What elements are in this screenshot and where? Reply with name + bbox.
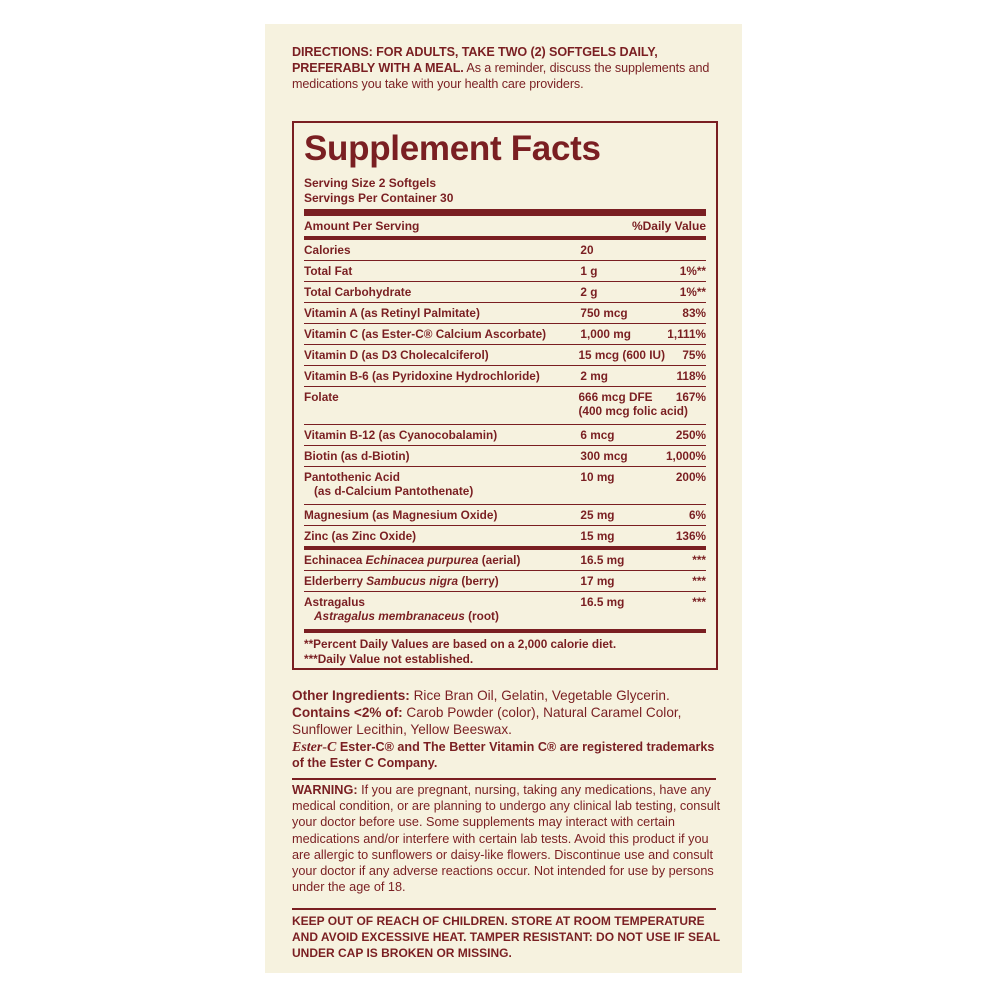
nutrient-amount-text: 10 mg xyxy=(580,470,615,484)
servings-per-container: Servings Per Container 30 xyxy=(304,190,454,205)
nutrient-name xyxy=(304,449,580,463)
nutrient-amount xyxy=(580,428,648,442)
nutrient-table xyxy=(304,240,706,546)
thick-divider xyxy=(304,209,706,216)
trademark-text: Ester-C® and The Better Vitamin C® are registered trademarks of the Ester C Company. xyxy=(292,740,715,770)
nutrient-amount-text: 2 g xyxy=(580,285,598,299)
nutrient-name-text: Vitamin B-6 (as Pyridoxine Hydrochloride) xyxy=(304,369,540,383)
nutrient-amount xyxy=(580,449,648,463)
footnote-dv: **Percent Daily Values are based on a 2,000 calorie diet. xyxy=(304,637,617,651)
nutrient-row xyxy=(304,323,706,344)
nutrient-row xyxy=(304,525,706,546)
herb-latin-name: Astragalus membranaceus xyxy=(314,609,465,623)
nutrient-name-text: Biotin (as d-Biotin) xyxy=(304,449,410,463)
warning-label: WARNING: xyxy=(292,783,358,797)
nutrient-amount xyxy=(580,508,648,522)
nutrient-row xyxy=(304,504,706,525)
nutrient-amount xyxy=(580,470,648,501)
nutrient-name xyxy=(304,348,578,362)
nutrient-amount-text: 15 mg xyxy=(580,529,615,543)
herb-name xyxy=(304,574,580,588)
nutrient-row xyxy=(304,240,706,260)
warning-body: If you are pregnant, nursing, taking any medications, have any medical condition, or are planning to undergo any clinical lab testing, consult your doctor before use. Some supplements may interact with certain medications and/or interfere with certain lab tests. Avoid this product if you are allergic to sunflowers or daisy-like flowers. Discontinue use and consult your doctor if any adverse reactions occur. Not intended for use by persons under the age of 18. xyxy=(292,783,721,895)
herb-name xyxy=(304,595,580,626)
directions-heading: DIRECTIONS: FOR ADULTS, TAKE TWO (2) SOFTGELS DAILY, PREFERABLY WITH A MEAL. xyxy=(292,45,658,76)
dv-header: %Daily Value xyxy=(631,219,706,233)
nutrient-dv: 250% xyxy=(675,428,707,442)
supplement-facts-box xyxy=(292,121,718,670)
nutrient-row xyxy=(304,386,706,424)
herb-common-name: Echinacea xyxy=(304,553,366,567)
nutrient-dv xyxy=(648,243,706,257)
storage-warning: KEEP OUT OF REACH OF CHILDREN. STORE AT ROOM TEMPERATURE AND AVOID EXCESSIVE HEAT. TAMPER RESISTANT: DO NOT USE IF SEAL UNDER CAP IS BROKEN OR MISSING. xyxy=(292,914,720,960)
herb-amount: 16.5 mg xyxy=(580,553,625,567)
facts-title: Supplement Facts xyxy=(304,129,601,168)
herb-amount: 16.5 mg xyxy=(580,595,625,609)
nutrient-name-text: Pantothenic Acid xyxy=(304,470,400,484)
nutrient-name xyxy=(304,306,580,320)
nutrient-name-text: Folate xyxy=(304,390,339,404)
nutrient-dv: 136% xyxy=(675,529,707,543)
nutrient-dv: 75% xyxy=(682,348,706,362)
nutrient-name xyxy=(304,508,580,522)
nutrient-amount-text: 15 mcg (600 IU) xyxy=(578,348,666,362)
nutrient-row xyxy=(304,445,706,466)
ester-c-logo: Ester-C xyxy=(292,740,337,755)
herb-dv: *** xyxy=(692,595,707,609)
herb-dv: *** xyxy=(692,574,707,588)
warning-divider xyxy=(292,778,716,780)
herb-common-name: Astragalus xyxy=(304,595,365,609)
nutrient-amount-detail: (400 mcg folic acid) xyxy=(578,404,688,418)
nutrient-name-text: Calories xyxy=(304,243,351,257)
nutrient-amount-text: 1 g xyxy=(580,264,598,278)
nutrient-dv: 1,111% xyxy=(667,327,707,341)
nutrient-amount xyxy=(580,327,648,341)
nutrient-row xyxy=(304,424,706,445)
nutrient-row xyxy=(304,281,706,302)
herb-name xyxy=(304,553,580,567)
nutrient-amount xyxy=(580,306,648,320)
nutrient-dv: 1,000% xyxy=(666,449,707,463)
herb-common-name: Elderberry xyxy=(304,574,367,588)
nutrient-name xyxy=(304,428,580,442)
nutrient-amount-text: 1,000 mg xyxy=(580,327,631,341)
nutrient-amount xyxy=(578,348,666,362)
nutrient-name xyxy=(304,529,580,543)
nutrient-name xyxy=(304,369,580,383)
nutrient-name-detail: (as d-Calcium Pantothenate) xyxy=(314,484,474,498)
warning-text xyxy=(292,782,722,895)
nutrient-row xyxy=(304,344,706,365)
nutrient-name xyxy=(304,470,580,501)
other-ingredients-label: Other Ingredients: xyxy=(292,688,410,703)
directions-body: As a reminder, discuss the supplements and medications you take with your health care providers. xyxy=(292,61,710,92)
nutrient-name xyxy=(304,285,580,299)
trademark-note xyxy=(292,740,722,771)
contains-label: Contains <2% of: xyxy=(292,705,403,720)
nutrient-name-text: Vitamin A (as Retinyl Palmitate) xyxy=(304,306,480,320)
herb-dv: *** xyxy=(692,553,707,567)
nutrient-name xyxy=(304,390,578,421)
herb-latin-name: Sambucus nigra xyxy=(366,574,459,588)
nutrient-row xyxy=(304,365,706,386)
nutrient-amount-text: 25 mg xyxy=(580,508,615,522)
other-ingredients-text2: Carob Powder (color), Natural Caramel Color, Sunflower Lecithin, Yellow Beeswax. xyxy=(292,705,682,737)
nutrient-amount xyxy=(580,243,648,257)
herb-latin-name: Echinacea purpurea xyxy=(365,553,479,567)
amount-header: Amount Per Serving xyxy=(304,219,420,233)
nutrient-amount-text: 300 mcg xyxy=(580,449,628,463)
nutrient-amount xyxy=(580,264,648,278)
herb-amount: 17 mg xyxy=(580,574,615,588)
nutrient-name-text: Vitamin D (as D3 Cholecalciferol) xyxy=(304,348,489,362)
nutrient-amount xyxy=(580,529,648,543)
nutrient-name-text: Vitamin B-12 (as Cyanocobalamin) xyxy=(304,428,498,442)
herb-row xyxy=(304,570,706,591)
serving-size: Serving Size 2 Softgels xyxy=(304,176,437,190)
nutrient-name xyxy=(304,264,580,278)
nutrient-amount-text: 666 mcg DFE xyxy=(578,390,653,404)
nutrient-amount-text: 6 mcg xyxy=(580,428,615,442)
facts-header-row xyxy=(304,216,706,236)
keep-divider xyxy=(292,908,716,910)
nutrient-amount xyxy=(580,369,648,383)
nutrient-name-text: Zinc (as Zinc Oxide) xyxy=(304,529,417,543)
nutrient-row xyxy=(304,466,706,504)
nutrient-amount-text: 750 mcg xyxy=(580,306,628,320)
footnote-not-established: ***Daily Value not established. xyxy=(304,651,474,666)
nutrient-amount-text: 2 mg xyxy=(580,369,608,383)
nutrient-dv: 118% xyxy=(676,369,707,383)
nutrient-amount-text: 20 xyxy=(580,243,594,257)
herb-row xyxy=(304,550,706,570)
nutrient-name-text: Total Carbohydrate xyxy=(304,285,412,299)
nutrient-name-text: Vitamin C (as Ester-C® Calcium Ascorbate) xyxy=(304,327,547,341)
footnotes xyxy=(304,633,706,666)
herb-table xyxy=(304,550,706,629)
other-ingredients xyxy=(292,687,722,738)
nutrient-name xyxy=(304,327,580,341)
nutrient-row xyxy=(304,260,706,281)
herb-part: (berry) xyxy=(458,574,499,588)
nutrient-name-text: Total Fat xyxy=(304,264,353,278)
other-ingredients-text1: Rice Bran Oil, Gelatin, Vegetable Glycerin. xyxy=(409,688,670,703)
nutrient-dv: 200% xyxy=(675,470,707,484)
herb-part: (root) xyxy=(464,609,499,623)
nutrient-amount xyxy=(580,285,648,299)
nutrient-dv: 1%** xyxy=(679,285,707,299)
label-panel xyxy=(265,24,742,973)
herb-part: (aerial) xyxy=(478,553,521,567)
nutrient-amount xyxy=(578,390,688,421)
nutrient-dv: 1%** xyxy=(679,264,707,278)
nutrient-dv: 83% xyxy=(682,306,707,320)
nutrient-dv: 167% xyxy=(675,390,706,404)
herb-row xyxy=(304,591,706,629)
nutrient-dv: 6% xyxy=(688,508,707,522)
nutrient-name xyxy=(304,243,580,257)
directions-text xyxy=(292,44,722,93)
nutrient-name-text: Magnesium (as Magnesium Oxide) xyxy=(304,508,498,522)
nutrient-row xyxy=(304,302,706,323)
